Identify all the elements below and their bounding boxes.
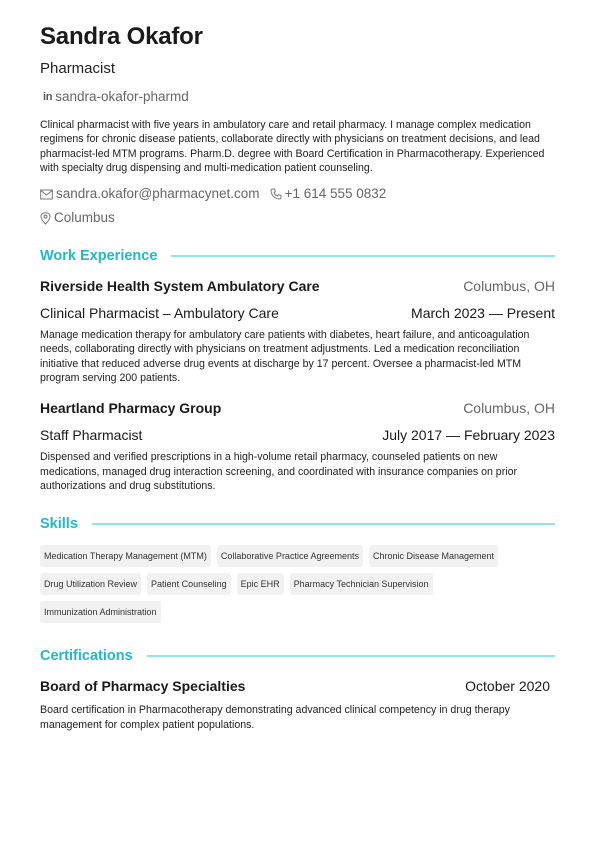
job-title: Pharmacist [40, 60, 116, 77]
skill-chip: Collaborative Practice Agreements [217, 545, 363, 567]
phone-icon [270, 188, 282, 200]
section-divider [171, 255, 555, 257]
company-name: Riverside Health System Ambulatory Care [40, 278, 320, 295]
job-entry [40, 399, 555, 493]
section-title: Skills [40, 516, 78, 533]
location-text: Columbus [54, 210, 115, 226]
skill-chip: Drug Utilization Review [40, 573, 141, 595]
work-experience-heading [40, 247, 555, 265]
linkedin-handle: sandra-okafor-pharmd [55, 89, 189, 104]
job-role: Clinical Pharmacist – Ambulatory Care [40, 305, 279, 322]
skill-chip: Immunization Administration [40, 601, 161, 623]
candidate-name: Sandra Okafor [40, 23, 203, 50]
section-divider [147, 655, 555, 657]
contact-row [40, 185, 555, 203]
mail-icon [40, 189, 53, 200]
job-entry [40, 277, 555, 385]
job-dates: March 2023 — Present [411, 305, 555, 322]
email-link[interactable] [40, 185, 260, 203]
email-text: sandra.okafor@pharmacynet.com [56, 186, 260, 202]
certification-name: Board of Pharmacy Specialties [40, 678, 246, 695]
certification-description: Board certification in Pharmacotherapy demonstrating advanced clinical competency in drug therapy management for complex patient populations. [40, 704, 510, 731]
skill-chip: Medication Therapy Management (MTM) [40, 545, 211, 567]
summary-text: Clinical pharmacist with five years in ambulatory care and retail pharmacy. I manage complex medication regimens for chronic disease patients, collaborate directly with physicians on treatment decisions, and lead pharmacist-led MTM programs. Pharm.D. degree with Board Certification in Pharmacotherapy. Experienced with specialty drug dispensing and multi-medication patient counseling. [40, 119, 545, 174]
skills-list [40, 545, 555, 623]
skill-chip: Patient Counseling [147, 573, 231, 595]
job-description: Manage medication therapy for ambulatory care patients with diabetes, heart failure, and anticoagulation needs, collaborating directly with physicians on treatment adjustments. Led a medication reconciliation initiative that reduced adverse drug events at discharge by 17 percent. Oversee a pharmacist-led MTM program serving 200 patients. [40, 329, 530, 385]
skills-heading [40, 515, 555, 533]
location-item [40, 209, 115, 227]
certifications-heading [40, 647, 555, 665]
certification-entry [40, 677, 555, 695]
skill-chip: Epic EHR [237, 573, 284, 595]
phone-text: +1 614 555 0832 [284, 186, 387, 202]
company-name: Heartland Pharmacy Group [40, 400, 222, 417]
map-pin-icon [40, 212, 51, 225]
skill-chip: Pharmacy Technician Supervision [290, 573, 433, 595]
section-title: Certifications [40, 648, 133, 665]
section-divider [92, 523, 555, 525]
section-title: Work Experience [40, 248, 158, 265]
location-row [40, 209, 555, 227]
job-location: Columbus, OH [463, 400, 555, 417]
job-role: Staff Pharmacist [40, 427, 143, 444]
linkedin-link[interactable] [40, 88, 555, 106]
job-dates: July 2017 — February 2023 [382, 427, 555, 444]
phone-link[interactable] [270, 185, 387, 203]
linkedin-icon: in [43, 91, 53, 103]
job-location: Columbus, OH [463, 278, 555, 295]
skill-chip: Chronic Disease Management [369, 545, 498, 567]
job-description: Dispensed and verified prescriptions in a high-volume retail pharmacy, counseled patients on new medications, managed drug interaction screening, and coordinated with insurance companies on prior authorizations and drug substitutions. [40, 451, 517, 492]
certification-date: October 2020 [465, 678, 550, 695]
